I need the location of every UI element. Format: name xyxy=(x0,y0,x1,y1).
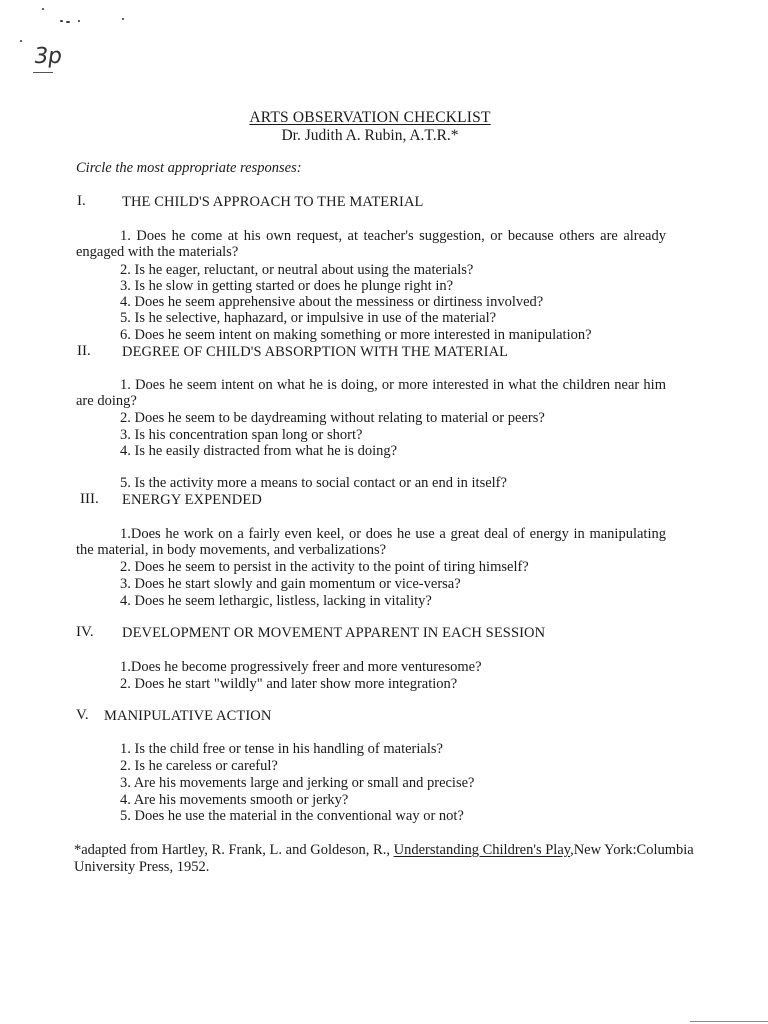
scan-speck xyxy=(78,20,80,22)
section-numeral: III. xyxy=(80,491,99,507)
question-item: 5. Does he use the material in the conventional way or not? xyxy=(120,808,464,824)
question-item: 2. Does he seem to persist in the activity to the point of tiring himself? xyxy=(120,559,529,575)
section-title: MANIPULATIVE ACTION xyxy=(104,708,272,724)
section-numeral: V. xyxy=(76,707,89,723)
scan-speck xyxy=(60,20,63,22)
question-item: 6. Does he seem intent on making something or more interested in manipulation? xyxy=(120,327,592,343)
section-title: DEVELOPMENT OR MOVEMENT APPARENT IN EACH SESSION xyxy=(122,625,546,641)
handwritten-mark-underline xyxy=(33,72,53,73)
section-title: ENERGY EXPENDED xyxy=(122,492,262,508)
question-item: 2. Is he eager, reluctant, or neutral about using the materials? xyxy=(120,262,474,278)
question-item: 1. Does he seem intent on what he is doing, or more interested in what the children near him are doing? xyxy=(76,377,666,409)
question-item: 4. Are his movements smooth or jerky? xyxy=(120,792,349,808)
question-item: 4. Does he seem lethargic, listless, lacking in vitality? xyxy=(120,593,432,609)
question-item: 3. Is his concentration span long or short? xyxy=(120,427,363,443)
section-title: THE CHILD'S APPROACH TO THE MATERIAL xyxy=(122,194,424,210)
question-item: 5. Is the activity more a means to social contact or an end in itself? xyxy=(120,475,507,491)
handwritten-page-mark: 3p xyxy=(32,44,64,69)
section-title: DEGREE OF CHILD'S ABSORPTION WITH THE MATERIAL xyxy=(122,344,509,360)
scan-speck xyxy=(42,8,44,10)
question-item: 3. Does he start slowly and gain momentum or vice-versa? xyxy=(120,576,461,592)
scan-speck xyxy=(20,40,22,42)
question-item: 1. Is the child free or tense in his handling of materials? xyxy=(120,741,443,757)
question-item: 2. Does he start "wildly" and later show more integration? xyxy=(120,676,458,692)
question-item: 4. Is he easily distracted from what he is doing? xyxy=(120,443,398,459)
question-item: 1.Does he become progressively freer and more venturesome? xyxy=(120,659,482,675)
question-item: 2. Does he seem to be daydreaming without relating to material or peers? xyxy=(120,410,545,426)
question-item: 1.Does he work on a fairly even keel, or does he use a great deal of energy in manipulating the material, in body movements, and verbalizations? xyxy=(76,526,666,558)
scan-edge-line xyxy=(690,1021,768,1022)
question-item: 5. Is he selective, haphazard, or impulsive in use of the material? xyxy=(120,310,497,326)
footnote-book-title: Understanding Children's Play xyxy=(393,842,571,858)
document-title: ARTS OBSERVATION CHECKLIST xyxy=(249,109,491,126)
section-numeral: IV. xyxy=(76,624,94,640)
footnote-publisher: ,New York:Columbia University Press, 1952. xyxy=(74,842,694,875)
scan-speck xyxy=(66,21,70,23)
section-numeral: II. xyxy=(77,343,91,359)
question-item: 4. Does he seem apprehensive about the messiness or dirtiness involved? xyxy=(120,294,544,310)
question-item: 1. Does he come at his own request, at teacher's suggestion, or because others are already engaged with the materials? xyxy=(76,228,666,260)
section-numeral: I. xyxy=(77,193,86,209)
document-author: Dr. Judith A. Rubin, A.T.R.* xyxy=(281,127,459,144)
instruction-text: Circle the most appropriate responses: xyxy=(76,160,302,176)
question-item: 3. Is he slow in getting started or does he plunge right in? xyxy=(120,278,454,294)
footnote-citation: *adapted from Hartley, R. Frank, L. and Goldeson, R., xyxy=(74,842,394,858)
question-item: 2. Is he careless or careful? xyxy=(120,758,278,774)
question-item: 3. Are his movements large and jerking or small and precise? xyxy=(120,775,475,791)
footnote xyxy=(74,842,694,876)
scan-speck xyxy=(122,18,124,20)
